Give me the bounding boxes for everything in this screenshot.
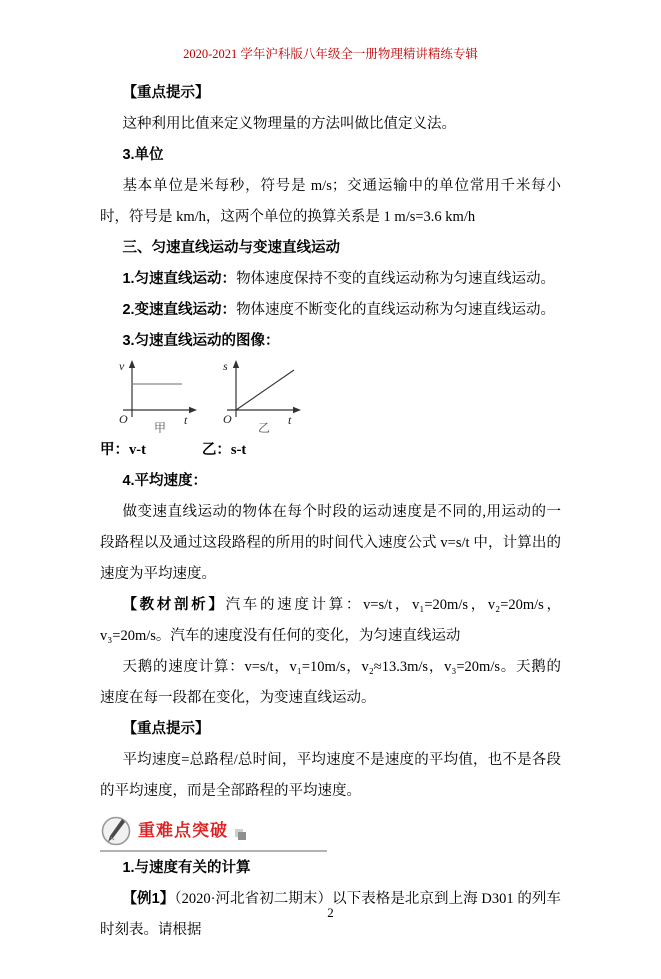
- pen-circle-icon: [100, 815, 132, 847]
- caption-yi-value: s-t: [230, 442, 247, 458]
- caption-jia-value: v-t: [129, 442, 146, 458]
- s-axis-label: s: [223, 359, 228, 373]
- graph-jia-label: 甲: [154, 421, 167, 433]
- textbook-analysis-car-text: 汽车的速度计算：v=s/t，v₁=20m/s，v₂=20m/s，v₃=20m/s。汽车的速度没有任何的变化，为匀速直线运动: [100, 597, 562, 644]
- s-t-graph-figure: [220, 357, 310, 445]
- document-page: [0, 44, 661, 979]
- variable-motion-text: 物体速度不断变化的直线运动称为匀速直线运动。: [236, 302, 556, 318]
- unit-body: 基本单位是米每秒，符号是 m/s；交通运输中的单位常用千米每小时，符号是 km/h，这两个单位的换算关系是 1 m/s=3.6 km/h: [100, 178, 561, 225]
- speed-calc-heading: 1.与速度有关的计算: [122, 860, 251, 876]
- textbook-analysis-swan: 天鹅的速度计算：v=s/t，v₁=10m/s，v₂≈13.3m/s，v₃=20m/s。天鹅的速度在每一段都在变化，为变速直线运动。: [100, 659, 561, 706]
- cube-icon: [234, 828, 247, 841]
- average-speed-paragraph: 做变速直线运动的物体在每个时段的运动速度是不同的,用运动的一段路程以及通过这段路程的所用的时间代入速度公式 v=s/t 中，计算出的速度为平均速度。: [100, 504, 561, 582]
- key-tip-2-body: 平均速度=总路程/总时间，平均速度不是速度的平均值，也不是各段的平均速度，而是全部路程的平均速度。: [100, 752, 561, 799]
- v-t-graph-figure: [116, 357, 206, 445]
- motion-graphs: [116, 357, 561, 435]
- example-1-text: （2020·河北省初二期末）以下表格是北京到上海 D301 的列车时刻表。请根据: [100, 891, 561, 938]
- caption-jia-lead: 甲：: [100, 442, 129, 458]
- key-tip-1-heading: 【重点提示】: [122, 85, 210, 101]
- document-header-title: 2020-2021 学年沪科版八年级全一册物理精讲精练专辑: [183, 47, 478, 61]
- origin-label: O: [119, 412, 128, 426]
- textbook-analysis-car: [100, 590, 561, 652]
- breakthrough-badge-label: 重难点突破: [138, 821, 228, 840]
- breakthrough-badge: [100, 813, 561, 853]
- origin-label: O: [223, 412, 232, 426]
- graph-yi-label: 乙: [258, 421, 271, 433]
- caption-yi-lead: 乙：: [201, 442, 231, 458]
- uniform-motion-definition: [100, 264, 561, 295]
- unit-heading: 3.单位: [122, 147, 164, 163]
- graphs-heading: 3.匀速直线运动的图像：: [122, 333, 280, 349]
- section-3-heading: 三、匀速直线运动与变速直线运动: [122, 240, 340, 256]
- variable-motion-definition: [100, 295, 561, 326]
- t-axis-label: t: [184, 413, 188, 427]
- s-t-graph: [220, 357, 310, 433]
- page-number: 2: [327, 905, 334, 920]
- v-axis-label: v: [119, 359, 125, 373]
- document-body: [0, 62, 661, 946]
- key-tip-2-heading: 【重点提示】: [122, 721, 210, 737]
- v-t-graph: [116, 357, 206, 433]
- textbook-analysis-lead: 【教材剖析】: [122, 597, 226, 613]
- graph-captions: [100, 435, 561, 466]
- example-1-label: 【例1】: [122, 891, 175, 907]
- breakthrough-badge-underline: [100, 815, 327, 852]
- uniform-motion-text: 物体速度保持不变的直线运动称为匀速直线运动。: [236, 271, 556, 287]
- t-axis-label: t: [288, 413, 292, 427]
- uniform-motion-term: 1.匀速直线运动：: [122, 271, 237, 287]
- key-tip-1-body: 这种利用比值来定义物理量的方法叫做比值定义法。: [122, 116, 456, 132]
- variable-motion-term: 2.变速直线运动：: [122, 302, 237, 318]
- average-speed-heading: 4.平均速度：: [122, 473, 208, 489]
